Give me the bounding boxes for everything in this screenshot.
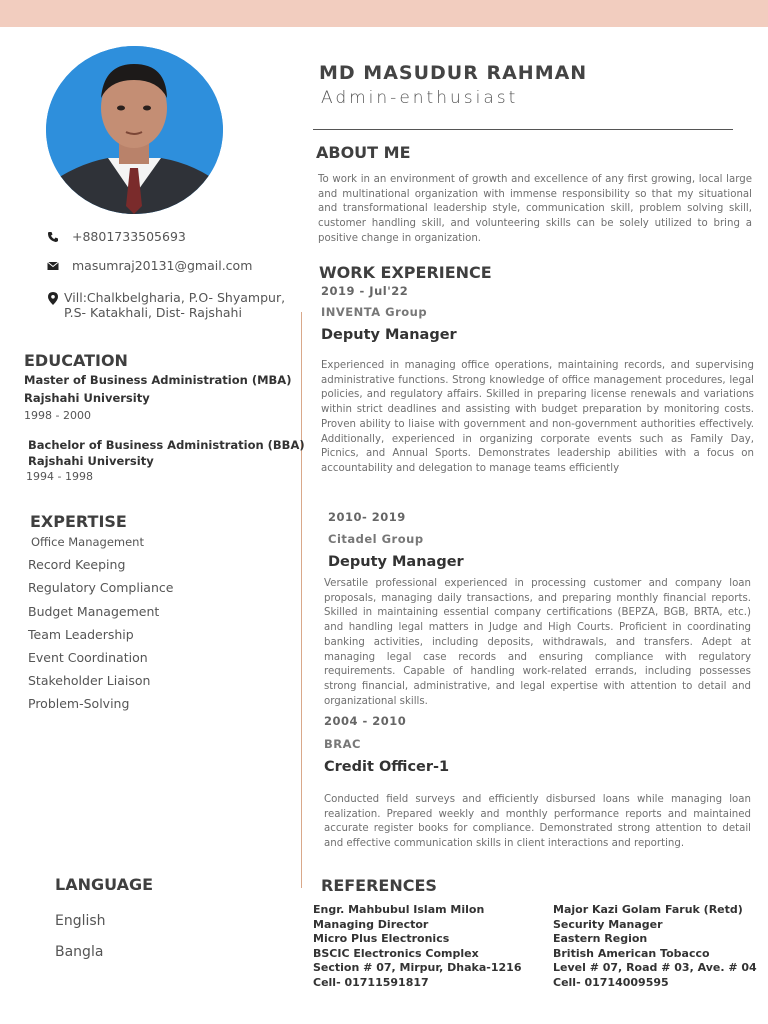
language-heading: LANGUAGE: [55, 875, 154, 894]
references-heading: REFERENCES: [321, 876, 437, 895]
education-school: Rajshahi University: [28, 454, 154, 468]
job-description: Experienced in managing office operations, maintaining records, and supervising administrative functions. Strong knowledge of office management procedures, legal policies, and regulatory affairs. Skilled in preparing license renewals and variations within strict deadlines and assisting with budget preparation by monitoring costs. Proven ability to liaise with government and non-government authorities effectively. Additionally, experienced in organizing corporate events such as Family Day, Picnics, and Annual Sports. Demonstrates leadership abilities with a focus on accountability and delegation to manage teams efficiently: [321, 360, 754, 474]
job-years: 2010- 2019: [328, 510, 406, 524]
education-degree: Bachelor of Business Administration (BBA): [28, 438, 305, 452]
email-address[interactable]: masumraj20131@gmail.com: [72, 258, 253, 273]
job-title: Deputy Manager: [321, 327, 457, 343]
job-title: Deputy Manager: [328, 554, 464, 570]
reference-name: Engr. Mahbubul Islam Milon: [313, 903, 485, 916]
expertise-item: Team Leadership: [28, 626, 134, 642]
language-item: Bangla: [55, 944, 104, 960]
expertise-heading: EXPERTISE: [30, 512, 127, 531]
reference-card: [313, 903, 521, 991]
reference-position: Security Manager: [553, 917, 663, 931]
profile-photo: [46, 46, 223, 214]
work-experience-heading: WORK EXPERIENCE: [319, 263, 492, 282]
envelope-icon: [46, 259, 60, 273]
address-line-2: P.S- Katakhali, Dist- Rajshahi: [64, 305, 242, 320]
job-years: 2004 - 2010: [324, 714, 407, 728]
contact-email: [46, 258, 252, 273]
about-heading: ABOUT ME: [316, 143, 411, 162]
reference-name: Major Kazi Golam Faruk (Retd): [553, 903, 743, 916]
job-organization: Citadel Group: [328, 532, 424, 546]
person-name: MD MASUDUR RAHMAN: [319, 62, 588, 84]
reference-location: British American Tobacco: [553, 946, 710, 960]
phone-icon: [46, 230, 60, 244]
expertise-item: Budget Management: [28, 603, 160, 619]
person-role: Admin-enthusiast: [321, 88, 519, 108]
expertise-list: [28, 533, 173, 719]
address-text: [64, 290, 285, 320]
job-description: Conducted field surveys and efficiently disbursed loans while managing loan realization. Prepared weekly and monthly performance reports and maintained accurate register books for compliance. Demonstrated strong attention to detail and effective communication skills in client interactions and reporting.: [324, 794, 751, 850]
education-years: 1994 - 1998: [26, 470, 93, 483]
expertise-item: Problem-Solving: [28, 696, 130, 712]
expertise-item: Record Keeping: [28, 557, 126, 573]
education-heading: EDUCATION: [24, 351, 128, 370]
job-title: Credit Officer-1: [324, 759, 450, 775]
column-divider: [301, 312, 302, 888]
job-description: Versatile professional experienced in processing customer and company loan proposals, managing daily transactions, and preparing monthly financial reports. Skilled in maintaining essential company certifications (BEPZA, BGB, BRTA, etc.) and handling legal matters in Judge and High Courts. Proficient in coordinating banking activities, including deposits, withdrawals, and transfers. Adept at managing legal case records and ensuring compliance with regulatory requirements. Capable of handling work-related errands, including possesses strong financial, administrative, and legal expertise with attention to detail and organizational skills.: [324, 578, 751, 707]
job-years: 2019 - Jul'22: [321, 284, 409, 298]
reference-company: Eastern Region: [553, 932, 648, 946]
about-text: To work in an environment of growth and excellence of any first growing, local large and multinational organization with immense responsibility so that my situational and transformational leadership style, communication skill, problem solving skill, customer handling skill, and volunteering skills can be solely utilized to bring a positive change in organization.: [318, 174, 752, 244]
header-divider: [313, 129, 733, 130]
reference-phone: Cell- 01714009595: [553, 975, 669, 989]
location-pin-icon: [46, 291, 60, 305]
top-accent-band: [0, 0, 768, 27]
job-organization: INVENTA Group: [321, 305, 428, 319]
reference-phone: Cell- 01711591817: [313, 975, 429, 989]
education-item: [28, 437, 305, 485]
education-degree: Master of Business Administration (MBA): [24, 373, 292, 387]
education-item: [24, 371, 291, 425]
reference-position: Managing Director: [313, 917, 429, 931]
reference-company: Micro Plus Electronics: [313, 932, 450, 946]
reference-location: BSCIC Electronics Complex: [313, 946, 479, 960]
job-organization: BRAC: [324, 737, 361, 751]
expertise-item: Stakeholder Liaison: [28, 673, 151, 689]
language-item: English: [55, 913, 106, 929]
education-years: 1998 - 2000: [24, 409, 91, 422]
expertise-item: Event Coordination: [28, 649, 148, 665]
reference-address: Level # 07, Road # 03, Ave. # 04: [553, 961, 757, 975]
contact-address: [46, 290, 285, 320]
contact-phone: [46, 229, 186, 244]
expertise-item: Regulatory Compliance: [28, 580, 174, 596]
phone-number[interactable]: +8801733505693: [72, 229, 186, 244]
address-line-1: Vill:Chalkbelgharia, P.O- Shyampur,: [64, 290, 286, 305]
reference-address: Section # 07, Mirpur, Dhaka-1216: [313, 961, 522, 975]
reference-card: [553, 903, 757, 991]
expertise-item: Office Management: [31, 535, 144, 549]
education-school: Rajshahi University: [24, 391, 150, 405]
